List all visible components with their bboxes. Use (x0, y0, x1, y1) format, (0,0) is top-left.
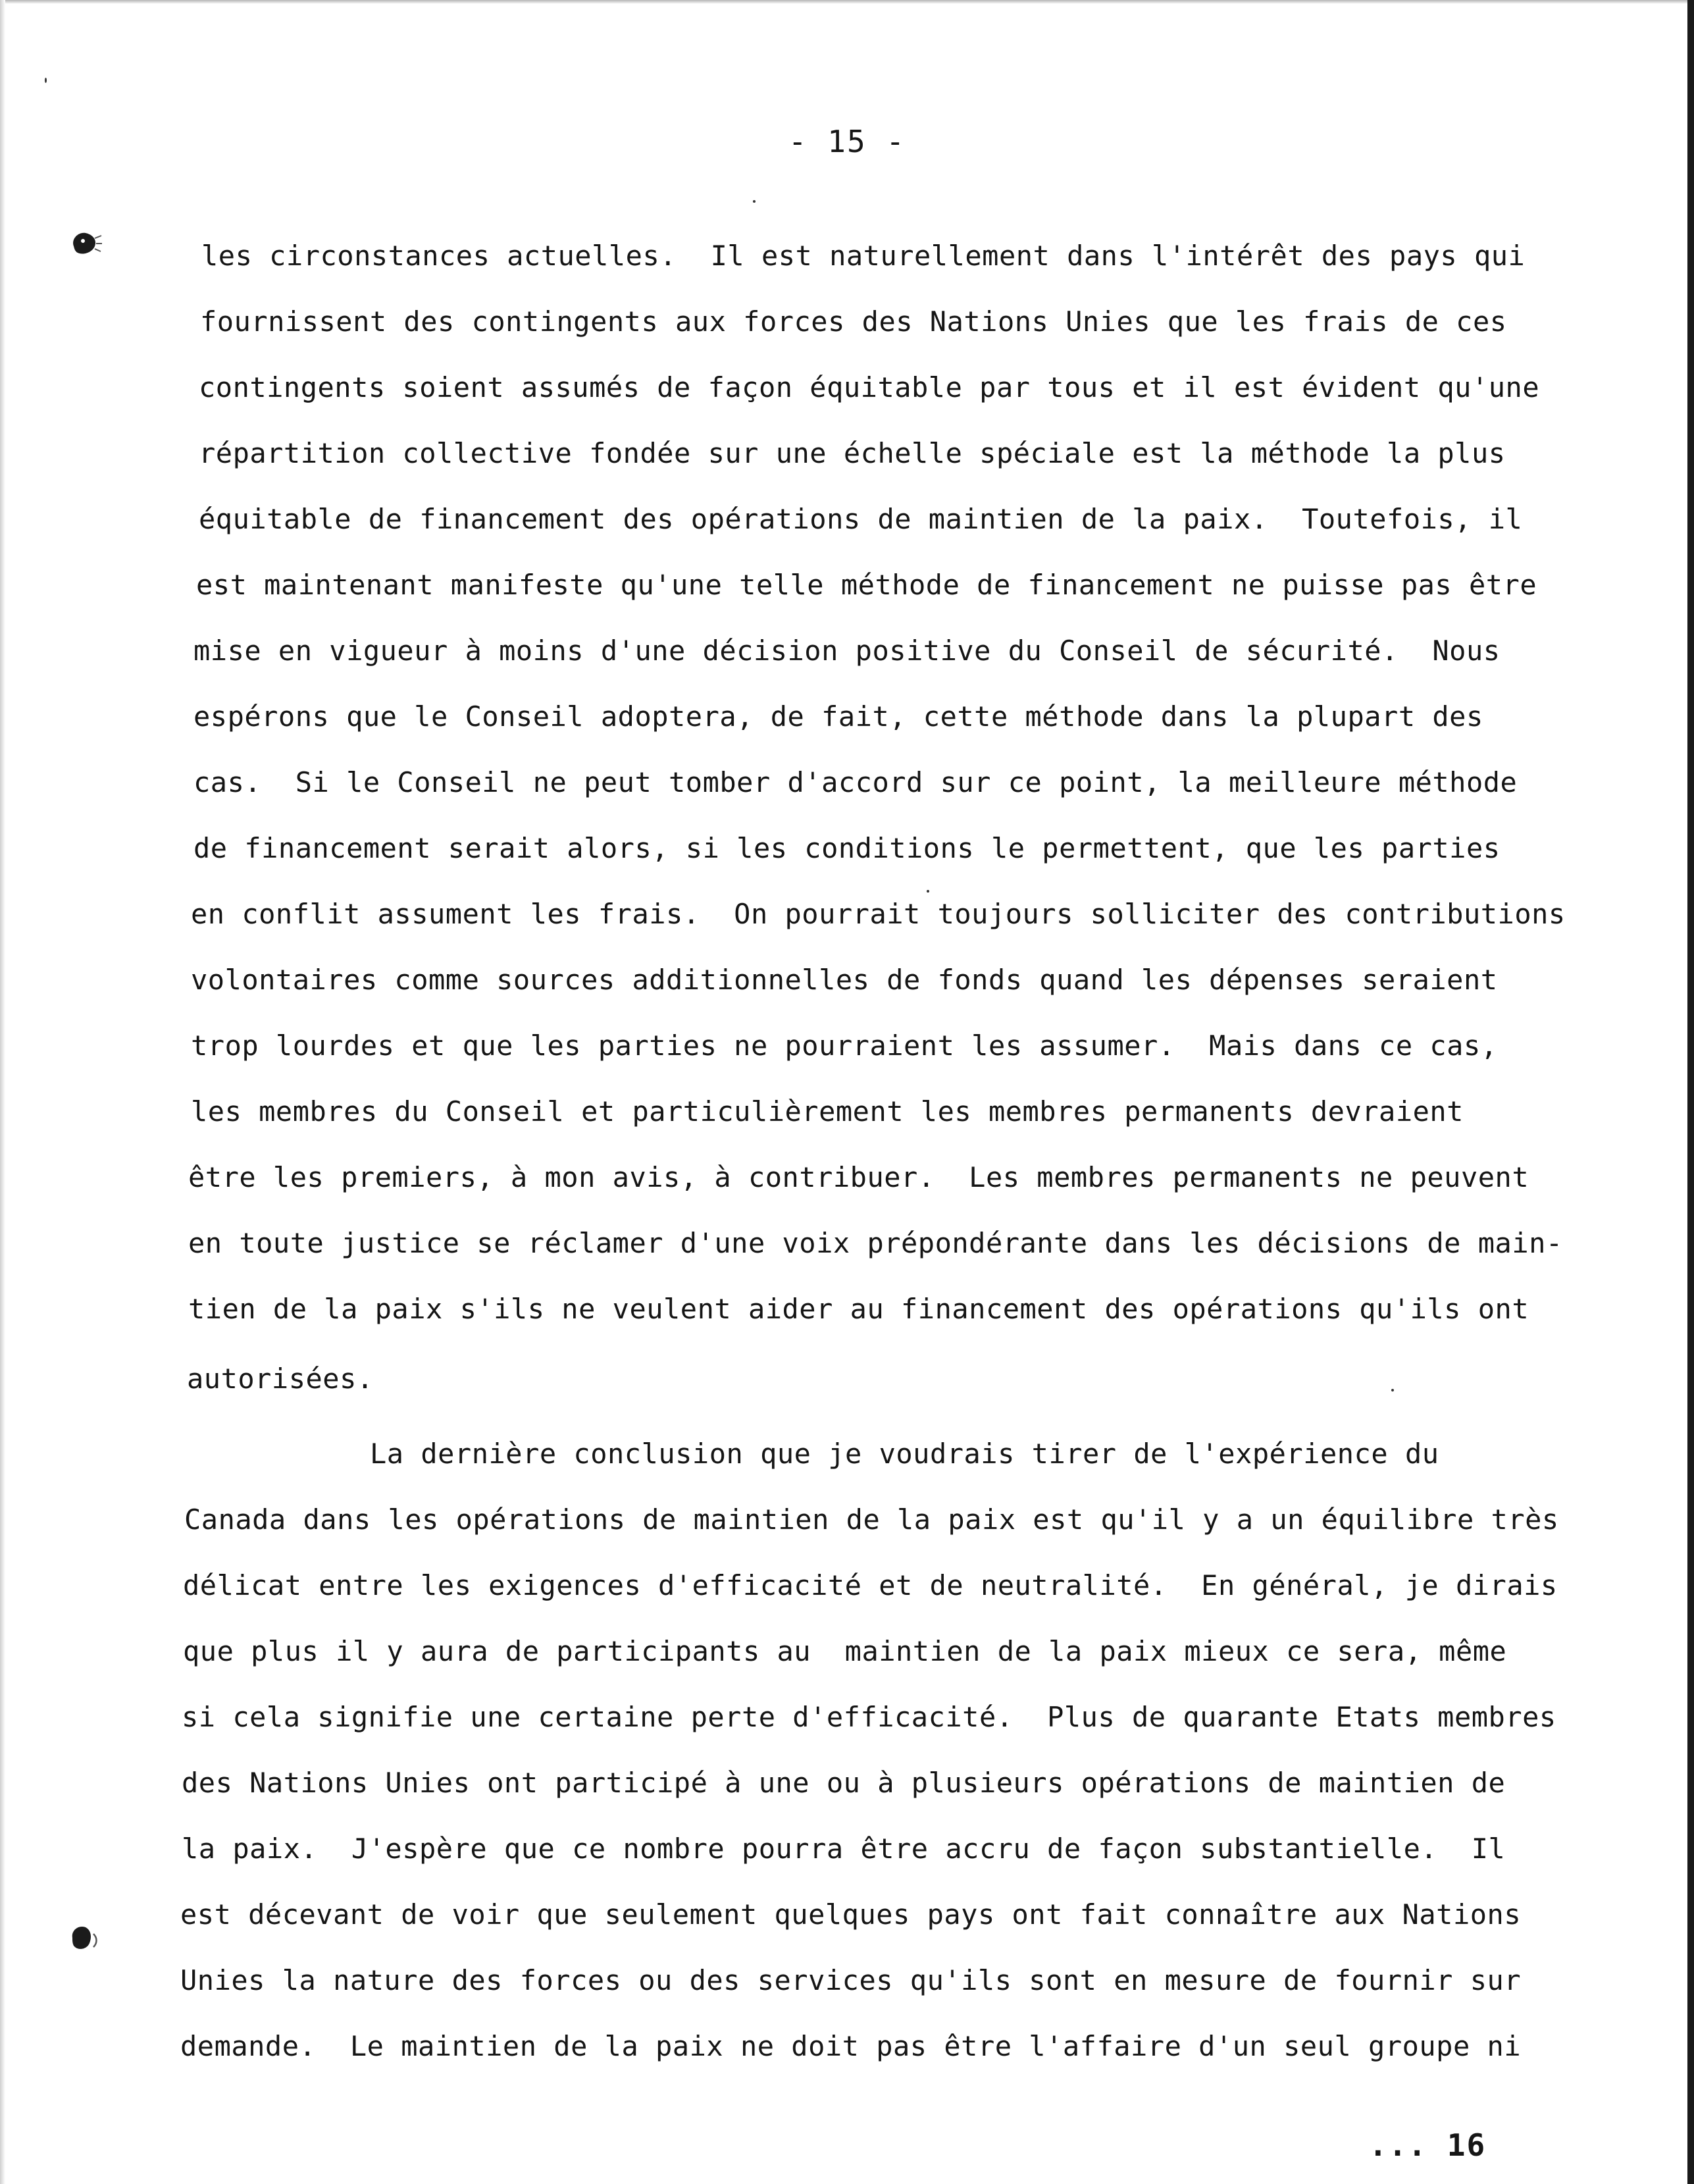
punch-hole-mark-bottom (67, 1921, 101, 1955)
paragraph-1-line: en toute justice se réclamer d'une voix prépondérante dans les décisions de main- (188, 1227, 1563, 1259)
paragraph-1-line: mise en vigueur à moins d'une décision positive du Conseil de sécurité. Nous (193, 635, 1501, 667)
scan-speck (753, 200, 756, 203)
scan-top-edge (0, 0, 1694, 4)
scan-speck (1391, 1389, 1394, 1391)
scan-right-edge (1687, 0, 1694, 2184)
paragraph-1-line: autorisées. (187, 1363, 374, 1395)
paragraph-1-line: cas. Si le Conseil ne peut tomber d'accord sur ce point, la meilleure méthode (193, 766, 1518, 798)
scan-speck (927, 890, 929, 893)
paragraph-1-line: équitable de financement des opérations de maintien de la paix. Toutefois, il (199, 503, 1523, 535)
page-number: - 15 - (788, 124, 906, 159)
paragraph-1-line: de financement serait alors, si les conditions le permettent, que les parties (193, 832, 1501, 864)
paragraph-2-line: que plus il y aura de participants au maintien de la paix mieux ce sera, même (183, 1635, 1507, 1667)
paragraph-1-line: tien de la paix s'ils ne veulent aider au financement des opérations qu'ils ont (188, 1293, 1529, 1325)
paragraph-2-line: demande. Le maintien de la paix ne doit pas être l'affaire d'un seul groupe ni (180, 2030, 1522, 2062)
paragraph-1-line: répartition collective fondée sur une échelle spéciale est la méthode la plus (199, 437, 1506, 469)
continuation-marker: ... 16 (1369, 2127, 1487, 2163)
punch-hole-mark-top (68, 226, 103, 261)
paragraph-2-line: si cela signifie une certaine perte d'efficacité. Plus de quarante Etats membres (182, 1701, 1556, 1733)
paragraph-1-line: fournissent des contingents aux forces des Nations Unies que les frais de ces (200, 305, 1507, 338)
paragraph-1-line: être les premiers, à mon avis, à contribuer. Les membres permanents ne peuvent (188, 1161, 1529, 1193)
paragraph-1-line: en conflit assument les frais. On pourrait toujours solliciter des contributions (191, 898, 1566, 930)
paragraph-1-line: espérons que le Conseil adoptera, de fait, cette méthode dans la plupart des (193, 700, 1483, 733)
paragraph-2-line: délicat entre les exigences d'efficacité et de neutralité. En général, je dirais (183, 1569, 1558, 1601)
paragraph-1-line: les membres du Conseil et particulièrement les membres permanents devraient (191, 1095, 1464, 1128)
paragraph-2-line: est décevant de voir que seulement quelques pays ont fait connaître aux Nations (180, 1898, 1522, 1931)
paragraph-2-line: des Nations Unies ont participé à une ou à plusieurs opérations de maintien de (182, 1767, 1506, 1799)
paragraph-2-line: Unies la nature des forces ou des services qu'ils sont en mesure de fournir sur (180, 1964, 1522, 1996)
paragraph-1-line: les circonstances actuelles. Il est naturellement dans l'intérêt des pays qui (201, 240, 1526, 272)
paragraph-1-line: est maintenant manifeste qu'une telle méthode de financement ne puisse pas être (196, 569, 1537, 601)
paragraph-1-line: trop lourdes et que les parties ne pourraient les assumer. Mais dans ce cas, (191, 1029, 1498, 1062)
paragraph-2-line: la paix. J'espère que ce nombre pourra être accru de façon substantielle. Il (182, 1833, 1506, 1865)
paragraph-1-line: contingents soient assumés de façon équitable par tous et il est évident qu'une (199, 371, 1540, 403)
scan-left-edge (0, 0, 5, 2184)
paragraph-1-line: volontaires comme sources additionnelles de fonds quand les dépenses seraient (191, 964, 1498, 996)
paragraph-2-line: Canada dans les opérations de maintien de la paix est qu'il y a un équilibre très (184, 1503, 1559, 1536)
paragraph-2-line: La dernière conclusion que je voudrais tirer de l'expérience du (370, 1438, 1439, 1470)
scan-speck (45, 78, 47, 83)
